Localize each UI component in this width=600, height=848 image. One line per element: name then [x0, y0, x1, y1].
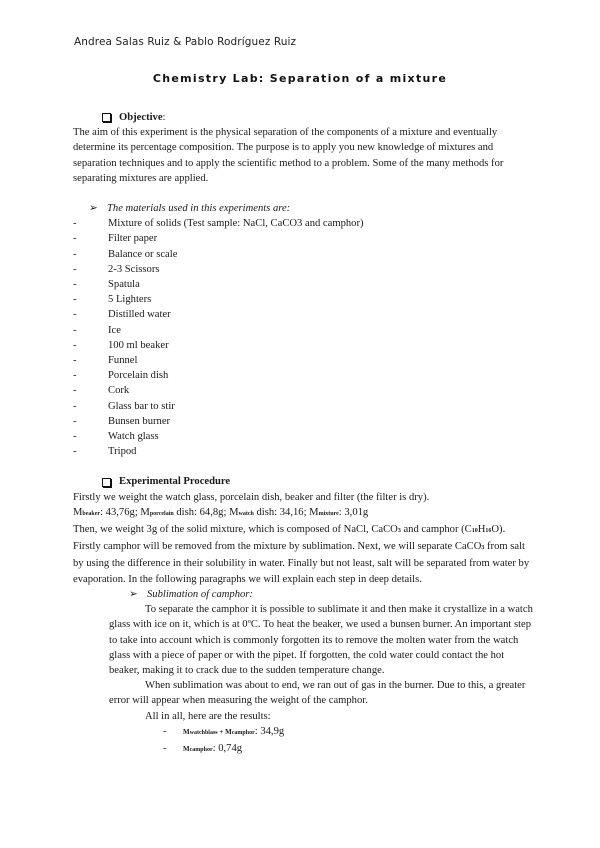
list-item — [73, 247, 533, 262]
list-item — [73, 262, 533, 277]
dash-bullet: - — [73, 324, 77, 336]
objective-text: The aim of this experiment is the physical separation of the components of a mixture and eventually determine its percentage composition. The purpose is to apply you new knowledge of mixtures and separation techniques and to apply the scientific method to a problem. Some of the many methods for separating mixtures are applied. — [73, 127, 504, 184]
dash-bullet: - — [73, 339, 77, 351]
list-item — [73, 292, 533, 307]
list-item — [73, 399, 533, 414]
authors-header: Andrea Salas Ruiz & Pablo Rodríguez Ruiz — [74, 36, 297, 48]
list-item — [73, 231, 533, 246]
list-item-text: Tripod — [108, 446, 137, 458]
list-item-text: Filter paper — [108, 233, 158, 245]
dash-bullet: - — [73, 233, 77, 245]
result-text: Mcamphor: 0,74g — [183, 742, 243, 754]
objective-heading — [102, 110, 533, 125]
list-item — [73, 307, 533, 322]
list-item — [73, 368, 533, 383]
list-item — [73, 353, 533, 368]
list-item-text: 100 ml beaker — [108, 339, 169, 351]
procedure-description: Then, we weight 3g of the solid mixture, which is composed of NaCl, CaCO3 and camphor (C10H16O). Firstly camphor will be removed from the mixture by sublimation. Next, we will separate CaCO3 from salt by using the difference in their solubility in water. Finally but not least, salt will be separated from water by evaporation. In the following paragraphs we will explain each step in deep details. — [73, 524, 530, 585]
list-item — [73, 414, 533, 429]
list-item — [73, 277, 533, 292]
sublimation-heading-text: Sublimation of camphor: — [147, 588, 253, 600]
list-item-text: Bunsen burner — [108, 415, 171, 427]
dash-bullet: - — [73, 446, 77, 458]
list-item-text: Balance or scale — [108, 248, 178, 260]
document-body — [73, 110, 533, 758]
list-item-text: Funnel — [108, 355, 138, 367]
list-item-text: Cork — [108, 385, 130, 397]
materials-list — [73, 216, 533, 459]
dash-bullet: - — [163, 742, 167, 754]
list-item-text: Watch glass — [108, 431, 159, 443]
dash-bullet: - — [73, 279, 77, 291]
dash-bullet: - — [73, 431, 77, 443]
list-item-text: Mixture of solids (Test sample: NaCl, CaCO3 and camphor) — [108, 218, 364, 230]
list-item — [73, 429, 533, 444]
result-text: Mwatchblass + Mcamphor: 34,9g — [183, 725, 285, 737]
checkbox-bullet-icon — [102, 478, 111, 487]
dash-bullet: - — [73, 385, 77, 397]
dash-bullet: - — [73, 370, 77, 382]
list-item — [73, 323, 533, 338]
results-intro: All in all, here are the results: — [145, 710, 271, 722]
checkbox-bullet-icon — [102, 113, 111, 122]
list-item — [73, 383, 533, 398]
list-item-text: Distilled water — [108, 309, 171, 321]
arrow-bullet-icon: ➢ — [129, 588, 138, 600]
dash-bullet: - — [73, 248, 77, 260]
result-item — [163, 741, 533, 758]
materials-heading-text: The materials used in this experiments are: — [107, 203, 291, 215]
objective-colon: : — [162, 112, 166, 123]
list-item — [73, 444, 533, 459]
dash-bullet: - — [73, 309, 77, 321]
procedure-heading — [102, 474, 533, 489]
dash-bullet: - — [73, 263, 77, 275]
list-item — [73, 216, 533, 231]
list-item — [73, 338, 533, 353]
list-item-text: Spatula — [108, 279, 140, 291]
dash-bullet: - — [73, 355, 77, 367]
sublimation-paragraph-1: To separate the camphor it is possible to sublimate it and then make it crystallize in a watch glass with ice on it, which is at 0ºC. To heat the beaker, we used a bunsen burner. An important step to take into account which is commonly forgotten its to remove the molten water from the watch glass with a piece of paper or with the pipet. If forgotten, the cold water could contact the hot beaker, making it to crack due to the sudden temperature change. — [109, 604, 533, 676]
dash-bullet: - — [73, 415, 77, 427]
dash-bullet: - — [163, 725, 167, 737]
materials-heading — [89, 201, 533, 216]
sublimation-paragraph-2: When sublimation was about to end, we ran out of gas in the burner. Due to this, a greater error will appear when measuring the weight of the camphor. — [109, 680, 526, 707]
mass-measurements: Mbeaker: 43,76g; Mporcelain dish: 64,8g; Mwatch dish: 34,16; Mmixture: 3,01g — [73, 506, 369, 518]
list-item-text: 5 Lighters — [108, 294, 152, 306]
procedure-intro: Firstly we weight the watch glass, porcelain dish, beaker and filter (the filter is dry). — [73, 491, 430, 503]
arrow-bullet-icon: ➢ — [89, 203, 98, 215]
dash-bullet: - — [73, 400, 77, 412]
page-title: Chemistry Lab: Separation of a mixture — [152, 72, 448, 85]
result-item — [163, 724, 533, 741]
list-item-text: Porcelain dish — [108, 370, 169, 382]
objective-label: Objective — [119, 112, 163, 123]
list-item-text: Glass bar to stir — [108, 400, 175, 412]
procedure-label: Experimental Procedure — [119, 476, 231, 488]
dash-bullet: - — [73, 294, 77, 306]
sublimation-heading — [129, 587, 533, 602]
list-item-text: 2-3 Scissors — [108, 263, 160, 275]
list-item-text: Ice — [108, 324, 121, 336]
dash-bullet: - — [73, 218, 77, 230]
